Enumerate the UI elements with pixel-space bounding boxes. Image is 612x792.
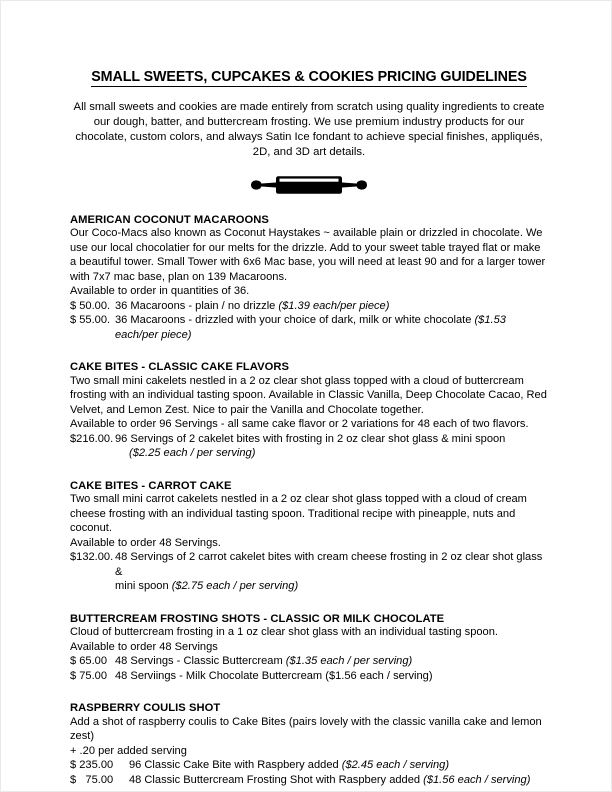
price-description-text: 96 Classic Cake Bite with Raspbery added xyxy=(129,759,342,772)
price-row xyxy=(70,669,548,684)
price-amount: $ 75.00 xyxy=(70,669,108,682)
price-description-text: 48 Classic Buttercream Frosting Shot with Raspbery added xyxy=(129,773,424,786)
price-amount: $ 65.00 xyxy=(70,655,108,668)
price-description xyxy=(129,773,548,788)
section-cake-bites-carrot xyxy=(70,480,548,594)
price-description xyxy=(115,299,548,314)
price-description-text: 48 Servings - Classic Buttercream xyxy=(115,655,286,668)
price-continuation xyxy=(70,579,548,594)
section-heading: BUTTERCREAM FROSTING SHOTS - CLASSIC OR MILK CHOCOLATE xyxy=(70,612,445,625)
page-title xyxy=(70,1,548,87)
price-unit: ($2.25 each / per serving) xyxy=(129,447,256,460)
price-amount: $ 235.00 xyxy=(70,759,114,772)
section-body: Our Coco-Macs also known as Coconut Haystakes ~ available plain or drizzled in chocolate. We use our local chocolatier for our melts for the drizzle. Add to your sweet table trayed flat or make a beautiful tower. Small Tower with 6x6 Mac base, you will need at least 90 and for a larger tower with 7x7 mac base, plan on 139 Macaroons. xyxy=(70,227,546,283)
price-description: 48 Servings of 2 carrot cakelet bites with cream cheese frosting in 2 oz clear shot glass & xyxy=(115,551,543,578)
rolling-pin-icon xyxy=(249,174,369,196)
price-row xyxy=(70,773,548,788)
section-availability: + .20 per added serving xyxy=(70,744,187,757)
price-amount: $ 75.00 xyxy=(70,773,114,786)
section-body: Two small mini carrot cakelets nestled in a 2 oz clear shot glass topped with a cloud of cream cheese frosting with an individual tasting spoon. Traditional recipe with pineapple, nuts and coconut. xyxy=(70,493,527,535)
price-row xyxy=(70,299,548,314)
section-heading: CAKE BITES - CLASSIC CAKE FLAVORS xyxy=(70,361,289,374)
section-body: Add a shot of raspberry coulis to Cake Bites (pairs lovely with the classic vanilla cake and lemon zest) xyxy=(70,715,542,743)
price-description: 48 Serviings - Milk Chocolate Buttercream ($1.56 each / serving) xyxy=(115,669,433,682)
price-continuation xyxy=(70,446,548,461)
price-continuation-text: mini spoon xyxy=(115,580,172,593)
divider xyxy=(70,168,548,214)
section-availability: Available to order 48 Servings xyxy=(70,640,218,653)
price-amount: $216.00. xyxy=(70,432,114,445)
section-availability: Available to order in quantities of 36. xyxy=(70,285,250,298)
price-description xyxy=(115,654,548,669)
price-row xyxy=(70,654,548,669)
section-buttercream-frosting-shots xyxy=(70,613,548,684)
price-unit: ($1.53 each/per piece) xyxy=(115,314,506,341)
price-amount: $ 55.00. xyxy=(70,314,111,327)
price-description xyxy=(115,313,548,342)
price-unit: ($1.35 each / per serving) xyxy=(285,655,413,668)
price-description: 96 Servings of 2 cakelet bites with frosting in 2 oz clear shot glass & mini spoon xyxy=(115,432,506,445)
price-unit: ($2.45 each / serving) xyxy=(341,759,450,772)
document-content xyxy=(70,1,548,787)
price-row xyxy=(70,550,548,579)
section-heading: CAKE BITES - CARROT CAKE xyxy=(70,479,232,492)
section-heading: AMERICAN COCONUT MACAROONS xyxy=(70,213,269,226)
price-description xyxy=(129,758,548,773)
price-row xyxy=(70,758,548,773)
price-amount: $ 50.00. xyxy=(70,299,111,312)
section-american-coconut-macaroons xyxy=(70,214,548,343)
price-description-text: 36 Macaroons - drizzled with your choice of dark, milk or white chocolate xyxy=(115,314,475,327)
intro-paragraph: All small sweets and cookies are made entirely from scratch using quality ingredients to create our dough, batter, and buttercream frosting. We use premium industry products for our chocolate, custom colors, and always Satin Ice fondant to achieve special finishes, appliqués, 2D, and 3D art details. xyxy=(73,100,545,159)
price-amount: $132.00. xyxy=(70,551,114,564)
section-raspberry-coulis-shot xyxy=(70,702,548,787)
price-unit: ($2.75 each / per serving) xyxy=(171,580,299,593)
section-heading: RASPBERRY COULIS SHOT xyxy=(70,702,221,715)
section-availability: Available to order 96 Servings - all same cake flavor or 2 variations for 48 each of two flavors. xyxy=(70,418,529,431)
price-description-text: 36 Macaroons - plain / no drizzle xyxy=(115,299,279,312)
section-availability: Available to order 48 Servings. xyxy=(70,536,221,549)
price-row xyxy=(70,313,548,342)
price-unit: ($1.39 each/per piece) xyxy=(278,299,390,312)
section-cake-bites-classic xyxy=(70,361,548,461)
page-title-text: SMALL SWEETS, CUPCAKES & COOKIES PRICING GUIDELINES xyxy=(91,69,527,85)
price-row xyxy=(70,432,548,447)
section-body: Two small mini cakelets nestled in a 2 oz clear shot glass topped with a cloud of buttercream frosting with an individual tasting spoon. Available in Classic Vanilla, Deep Chocolate Cacao, Red Velvet, and Lemon Zest. Nice to pair the Vanilla and Chocolate together. xyxy=(70,374,547,416)
section-body: Cloud of buttercream frosting in a 1 oz clear shot glass with an individual tasting spoon. xyxy=(70,626,498,639)
price-unit: ($1.56 each / serving) xyxy=(423,773,531,786)
